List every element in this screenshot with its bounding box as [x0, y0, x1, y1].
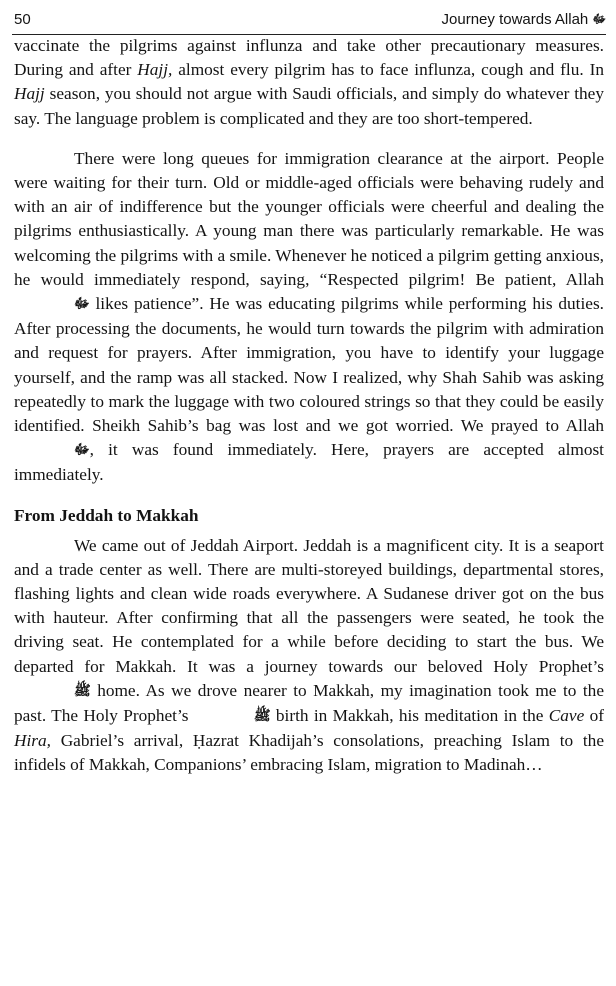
paragraph-1-italic-1: Hajj,: [137, 60, 173, 80]
paragraph-1: [14, 34, 604, 131]
paragraph-3-italic-1: Cave: [548, 706, 585, 726]
paragraph-3-text-2: home. As we drove nearer to Makkah, my imagination took me to the past. The Holy Prophet’s: [14, 680, 604, 726]
paragraph-1-text-2: almost every pilgrim has to face influnza, cough and flu. In: [172, 60, 604, 80]
paragraph-1-text-1: vaccinate the pilgrims against influnza and take other precautionary measures. During and after: [14, 36, 604, 80]
section-heading: From Jeddah to Makkah: [14, 505, 199, 525]
allah-glyph-icon: ﷻ: [74, 442, 90, 458]
allah-glyph-icon: ﷻ: [74, 296, 90, 312]
paragraph-3-text-3: birth in Makkah, his meditation in the: [270, 706, 549, 726]
paragraph-3: [14, 534, 604, 778]
allah-glyph-icon: ﷻ: [592, 12, 606, 26]
paragraph-2: [14, 147, 604, 488]
prophet-glyph-icon: ﷺ: [74, 682, 91, 698]
paragraph-3-text-4: of: [584, 706, 604, 726]
running-title: [442, 9, 606, 31]
prophet-glyph-icon: ﷺ: [253, 708, 271, 724]
paragraph-1-italic-2: Hajj: [14, 84, 45, 104]
paragraph-2-text-1: There were long queues for immigration clearance at the airport. People were waiting for their turn. Old or middle-aged officials were behaving rudely and with an air of indifference but the younger officials were cheerful and dealing the pilgrims enthusiastically. A young man there was particularly remarkable. He was welcoming the pilgrims with a smile. Whenever he noticed a pilgrim getting anxious, he would immediately respond, saying, “Respected pilgrim! Be patient, Allah: [14, 148, 604, 289]
paragraph-1-text-3: season, you should not argue with Saudi officials, and simply do whatever they say. The language problem is complicated and they are too short-tempered.: [14, 84, 604, 128]
paragraph-3-text-1: We came out of Jeddah Airport. Jeddah is a magnificent city. It is a seaport and a trade center as well. There are multi-storeyed buildings, departmental stores, flashing lights and clean wide roads everywhere. A Sudanese driver got on the bus with hauteur. After confirming that all the passengers were seated, he took the driving seat. He contemplated for a while before deciding to start the bus. We departed for Makkah. It was a journey towards our beloved Holy Prophet’s: [14, 535, 604, 676]
paragraph-2-text-3: , it was found immediately. Here, prayers are accepted almost immediately.: [14, 440, 604, 485]
paragraph-3-italic-2: Hira,: [14, 731, 51, 751]
paragraph-3-text-5: Gabriel’s arrival, Ḥazrat Khadijah’s consolations, preaching Islam to the infidels of Makkah, Companions’ embracing Islam, migration to Madinah…: [14, 731, 604, 775]
page-header: [14, 7, 606, 31]
body-text: [14, 34, 604, 778]
paragraph-2-text-2: likes patience”. He was educating pilgrims while performing his duties. After processing the documents, he would turn towards the pilgrim with admiration and request for prayers. After immigration, you have to identify your luggage yourself, and the ramp was all stacked. Now I realized, why Shah Sahib was asking repeatedly to mark the luggage with two coloured strings so that they could be easily identified. Sheikh Sahib’s bag was lost and we got worried. We prayed to Allah: [14, 294, 604, 436]
page-number: 50: [14, 11, 31, 28]
running-title-text: Journey towards Allah: [441, 11, 589, 28]
